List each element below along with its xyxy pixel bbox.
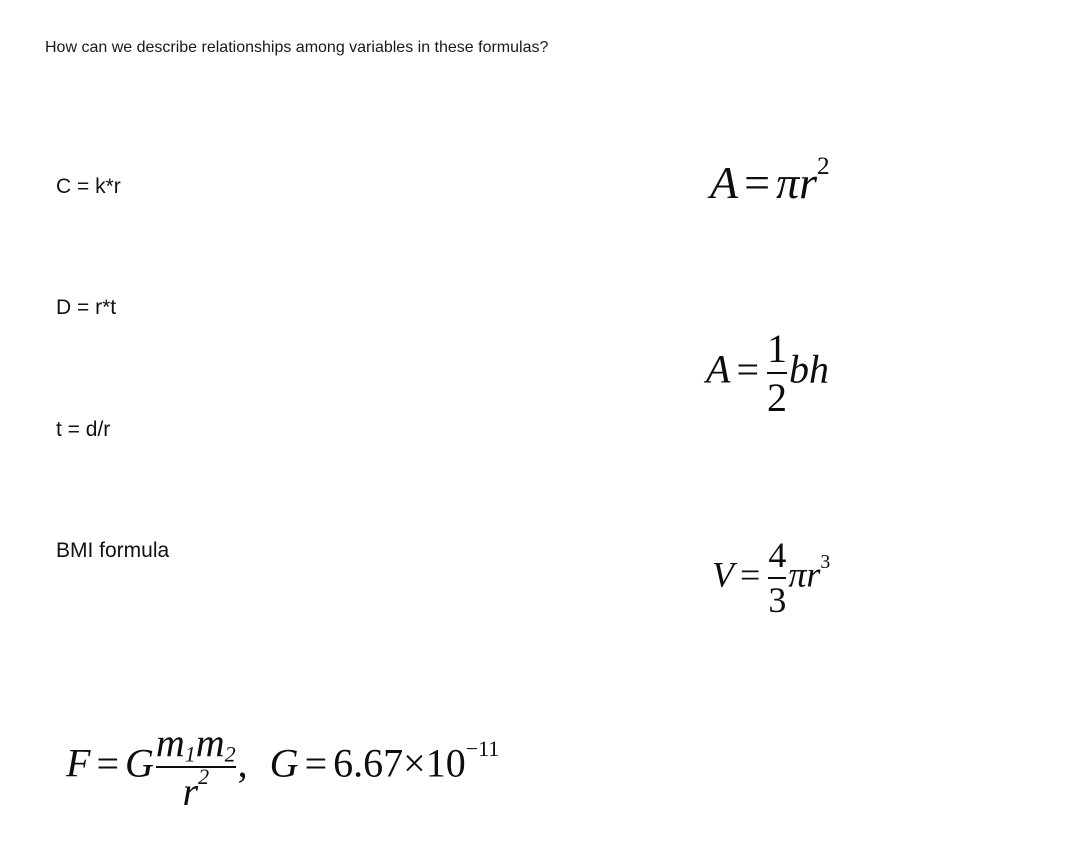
- sphere-volume-pi: π: [788, 554, 807, 595]
- formula-bmi-label: BMI formula: [56, 539, 170, 562]
- triangle-area-formula: [706, 328, 829, 419]
- circle-area-radius: r: [799, 157, 818, 208]
- triangle-area-denominator: 2: [767, 375, 787, 420]
- gravity-numerator: [155, 720, 236, 767]
- sphere-volume-denominator: 3: [768, 579, 787, 620]
- sphere-volume-fraction: [768, 537, 786, 620]
- gravity-fraction: [156, 722, 236, 813]
- gravity-constant-label: G: [269, 740, 299, 786]
- gravity-distance-exponent: 2: [198, 764, 210, 790]
- sphere-volume-exponent: 3: [820, 550, 831, 573]
- fraction-bar: [768, 577, 786, 579]
- sphere-volume-lhs: V: [712, 554, 734, 595]
- triangle-area-equals: =: [736, 346, 759, 392]
- triangle-area-lhs: A: [706, 346, 731, 392]
- gravity-constant-base: 10: [425, 740, 466, 786]
- circle-area-equals: =: [744, 157, 771, 208]
- gravity-distance: r: [182, 769, 199, 814]
- circle-area-lhs: A: [710, 157, 739, 208]
- sphere-volume-formula: [712, 537, 830, 620]
- gravity-mass-1: m: [155, 720, 185, 765]
- formula-time: t = d/r: [56, 418, 111, 441]
- gravity-constant-exponent: −11: [465, 735, 500, 761]
- triangle-area-numerator: 1: [767, 326, 787, 371]
- gravity-comma: ,: [237, 740, 248, 786]
- circle-area-exponent: 2: [817, 151, 830, 180]
- sphere-volume-equals: =: [740, 554, 761, 595]
- gravity-formula: [66, 722, 499, 813]
- gravity-equals: =: [96, 740, 119, 786]
- gravity-mass-2-index: 2: [224, 741, 236, 767]
- gravity-mass-1-index: 1: [184, 741, 196, 767]
- gravity-constant: G: [125, 740, 154, 786]
- gravity-constant-mantissa: 6.67: [333, 740, 404, 786]
- triangle-area-vars: bh: [789, 346, 829, 392]
- question-heading: How can we describe relationships among variables in these formulas?: [45, 39, 549, 56]
- gravity-denominator: [156, 764, 236, 814]
- gravity-constant-equals: =: [304, 740, 328, 786]
- triangle-area-fraction: [767, 328, 787, 419]
- circle-area-formula: [710, 151, 830, 208]
- circle-area-pi: π: [776, 157, 800, 208]
- formula-circumference: C = k*r: [56, 175, 121, 198]
- sphere-volume-numerator: 4: [768, 535, 787, 575]
- times-sign: ×: [403, 740, 426, 786]
- sphere-volume-radius: r: [806, 554, 821, 595]
- gravity-lhs: F: [66, 740, 91, 786]
- fraction-bar: [767, 372, 787, 374]
- gravity-mass-2: m: [195, 720, 225, 765]
- formula-distance: D = r*t: [56, 296, 117, 319]
